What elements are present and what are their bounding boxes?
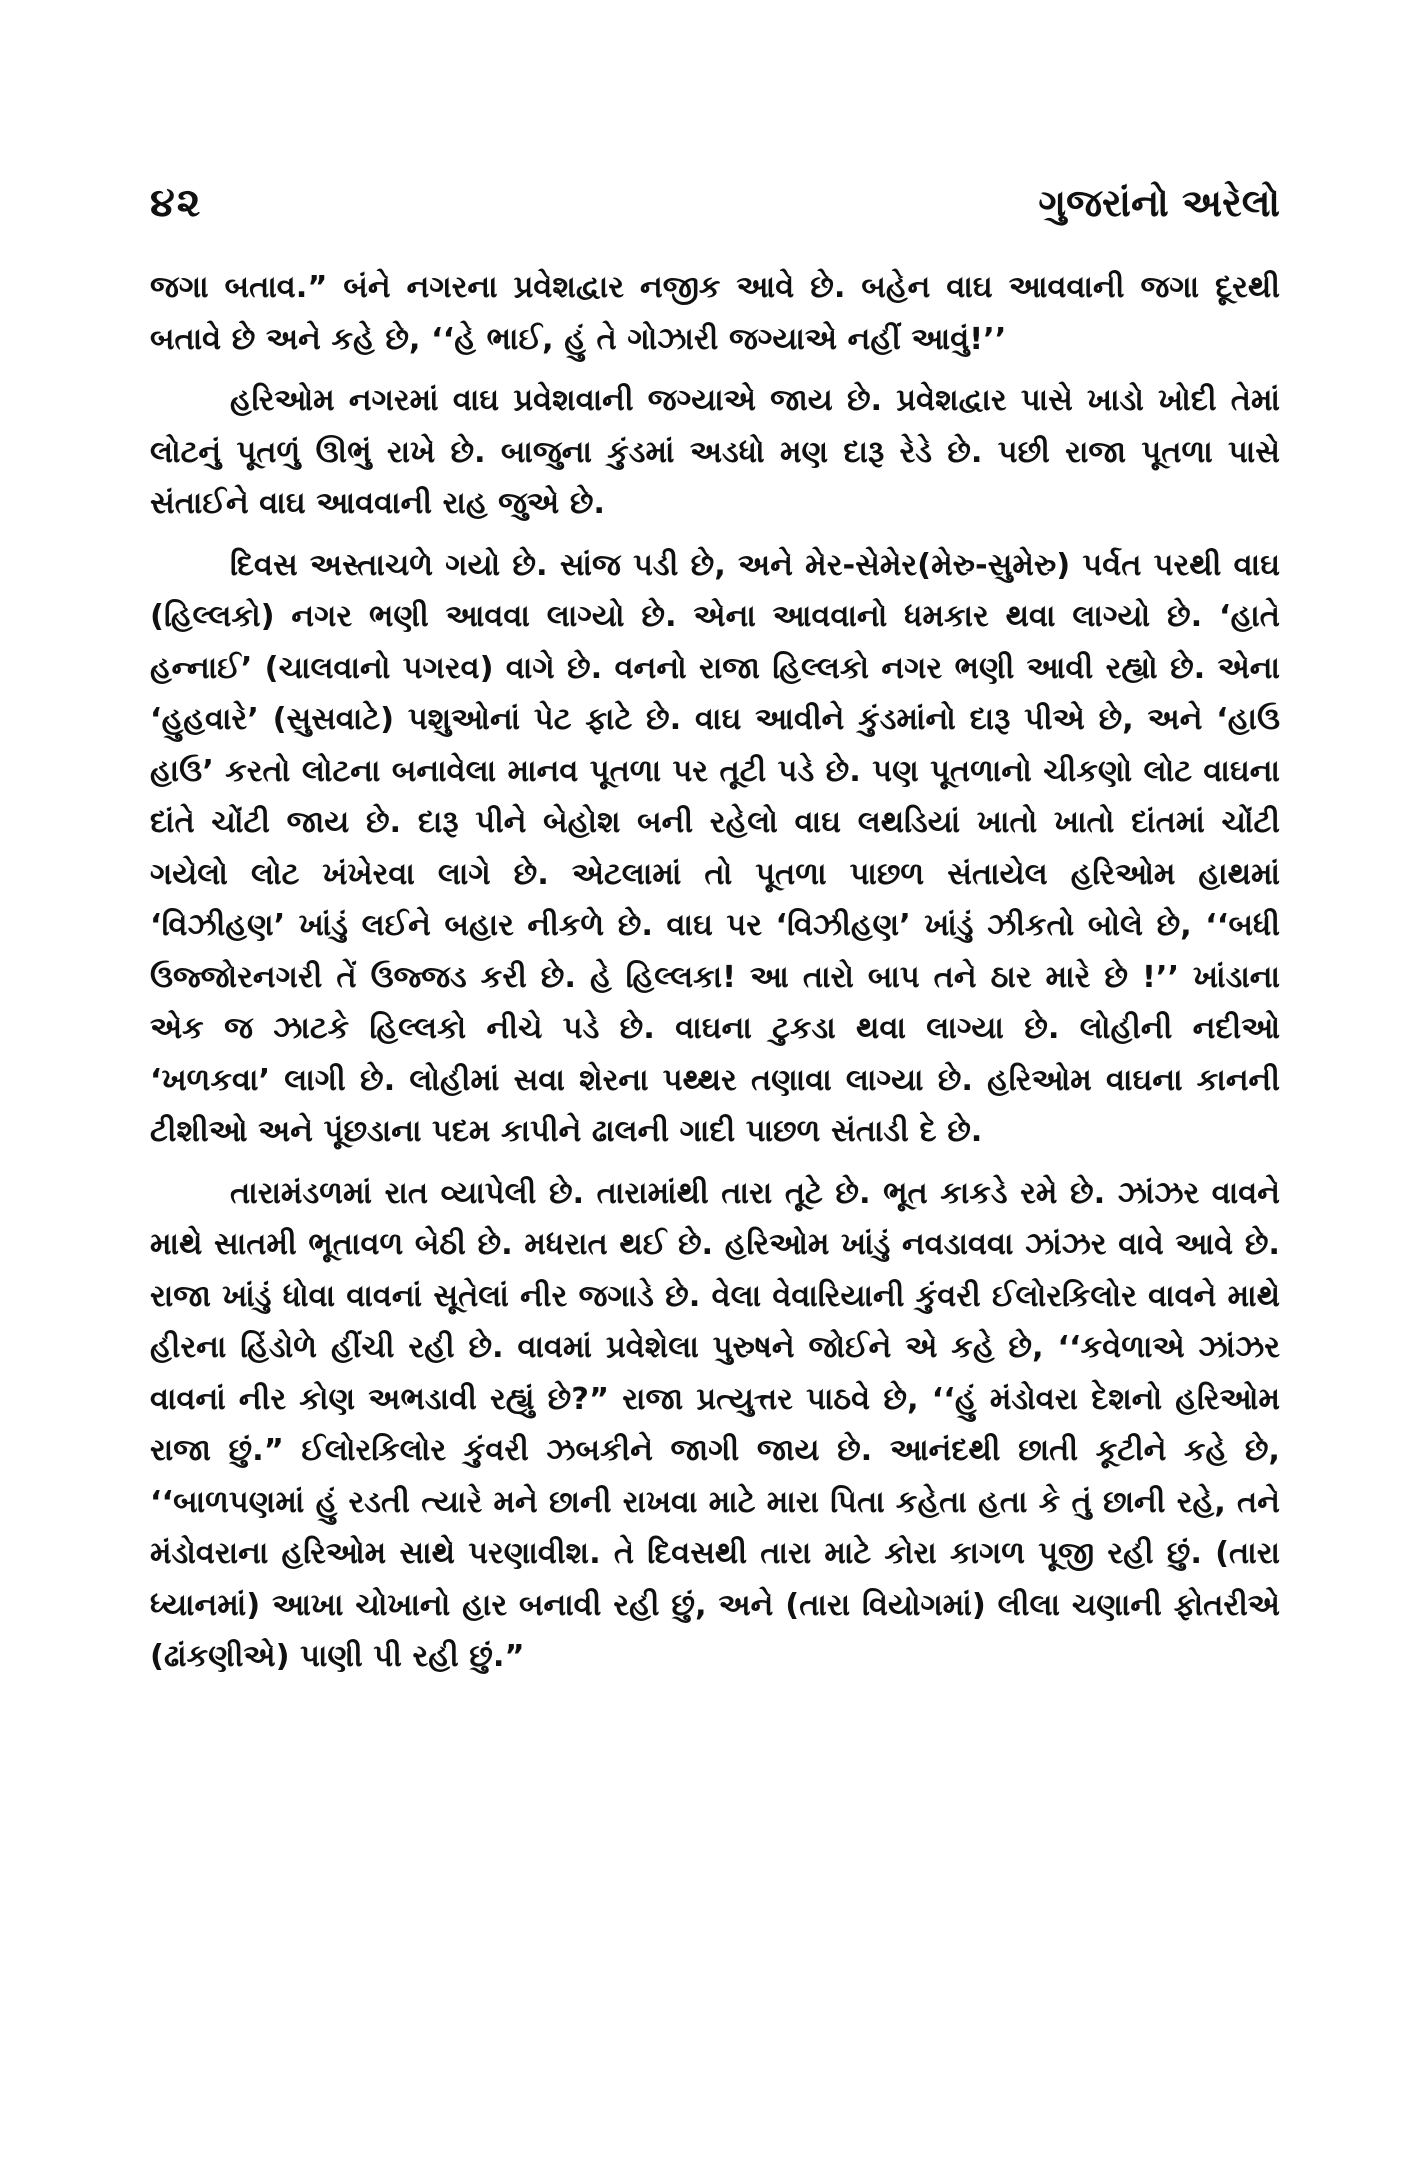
- paragraph-continuation: જગા બતાવ.” બંને નગરના પ્રવેશદ્વાર નજીક આવે છે. બહેન વાઘ આવવાની જગા દૂરથી બતાવે છે અને કહે છે, ‘‘હે ભાઈ, હું તે ગોઝારી જગ્યાએ નહીં આવું!’’: [150, 270, 1280, 357]
- page-number: ૪૨: [150, 180, 203, 226]
- body-text: [150, 262, 1280, 1683]
- page-header: [150, 180, 1280, 240]
- paragraph-trap: હરિઓમ નગરમાં વાઘ પ્રવેશવાની જગ્યાએ જાય છે. પ્રવેશદ્વાર પાસે ખાડો ખોદી તેમાં લોટનું પૂતળું ઊભું રાખે છે. બાજુના કુંડમાં અડધો મણ દારૂ રેડે છે. પછી રાજા પૂતળા પાસે સંતાઈને વાઘ આવવાની રાહ જુએ છે.: [150, 383, 1280, 521]
- paragraph-tiger-fight: દિવસ અસ્તાચળે ગયો છે. સાંજ પડી છે, અને મેર-સેમેર(મેરુ-સુમેરુ) પર્વત પરથી વાઘ (હિલ્લકો) નગર ભણી આવવા લાગ્યો છે. એના આવવાનો ધમકાર થવા લાગ્યો છે. ‘હાતે હન્નાઈ’ (ચાલવાનો પગરવ) વાગે છે. વનનો રાજા હિલ્લકો નગર ભણી આવી રહ્યો છે. એના ‘હુહવારે’ (સુસવાટે) પશુઓનાં પેટ ફાટે છે. વાઘ આવીને કુંડમાંનો દારૂ પીએ છે, અને ‘હાઉ હાઉ’ કરતો લોટના બનાવેલા માનવ પૂતળા પર તૂટી પડે છે. પણ પૂતળાનો ચીકણો લોટ વાઘના દાંતે ચોંટી જાય છે. દારૂ પીને બેહોશ બની રહેલો વાઘ લથડિયાં ખાતો ખાતો દાંતમાં ચોંટી ગયેલો લોટ ખંખેરવા લાગે છે. એટલામાં તો પૂતળા પાછળ સંતાયેલ હરિઓમ હાથમાં ‘વિઝીહણ’ ખાંડું લઈને બહાર નીકળે છે. વાઘ પર ‘વિઝીહણ’ ખાંડું ઝીકતો બોલે છે, ‘‘બધી ઉજ્જોરનગરી તેં ઉજ્જડ કરી છે. હે હિલ્લકા! આ તારો બાપ તને ઠાર મારે છે !’’ ખાંડાના એક જ ઝાટકે હિલ્લકો નીચે પડે છે. વાઘના ટુકડા થવા લાગ્યા છે. લોહીની નદીઓ ‘ખળકવા’ લાગી છે. લોહીમાં સવા શેરના પથ્થર તણાવા લાગ્યા છે. હરિઓમ વાઘના કાનની ટીશીઓ અને પૂંછડાના પદમ કાપીને ઢાલની ગાદી પાછળ સંતાડી દે છે.: [150, 547, 1280, 1149]
- paragraph-stepwell: તારામંડળમાં રાત વ્યાપેલી છે. તારામાંથી તારા તૂટે છે. ભૂત કાકડે રમે છે. ઝાંઝર વાવને માથે સાતમી ભૂતાવળ બેઠી છે. મધરાત થઈ છે. હરિઓમ ખાંડું નવડાવવા ઝાંઝર વાવે આવે છે. રાજા ખાંડું ધોવા વાવનાં સૂતેલાં નીર જગાડે છે. વેલા વેવારિયાની કુંવરી ઈલોરકિલોર વાવને માથે હીરના હિંડોળે હીંચી રહી છે. વાવમાં પ્રવેશેલા પુરુષને જોઈને એ કહે છે, ‘‘કવેળાએ ઝાંઝર વાવનાં નીર કોણ અભડાવી રહ્યું છે?” રાજા પ્રત્યુત્તર પાઠવે છે, ‘‘હું મંડોવરા દેશનો હરિઓમ રાજા છું.” ઈલોરકિલોર કુંવરી ઝબકીને જાગી જાય છે. આનંદથી છાતી કૂટીને કહે છે, ‘‘બાળપણમાં હું રડતી ત્યારે મને છાની રાખવા માટે મારા પિતા કહેતા હતા કે તું છાની રહે, તને મંડોવરાના હરિઓમ સાથે પરણાવીશ. તે દિવસથી તારા માટે કોરા કાગળ પૂજી રહી છું. (તારા ધ્યાનમાં) આખા ચોખાનો હાર બનાવી રહી છું, અને (તારા વિયોગમાં) લીલા ચણાની ફોતરીએ (ઢાંકણીએ) પાણી પી રહી છું.”: [150, 1175, 1280, 1674]
- running-title: ગુજરાંનો અરેલો: [1038, 181, 1280, 225]
- book-page: [150, 180, 1280, 1693]
